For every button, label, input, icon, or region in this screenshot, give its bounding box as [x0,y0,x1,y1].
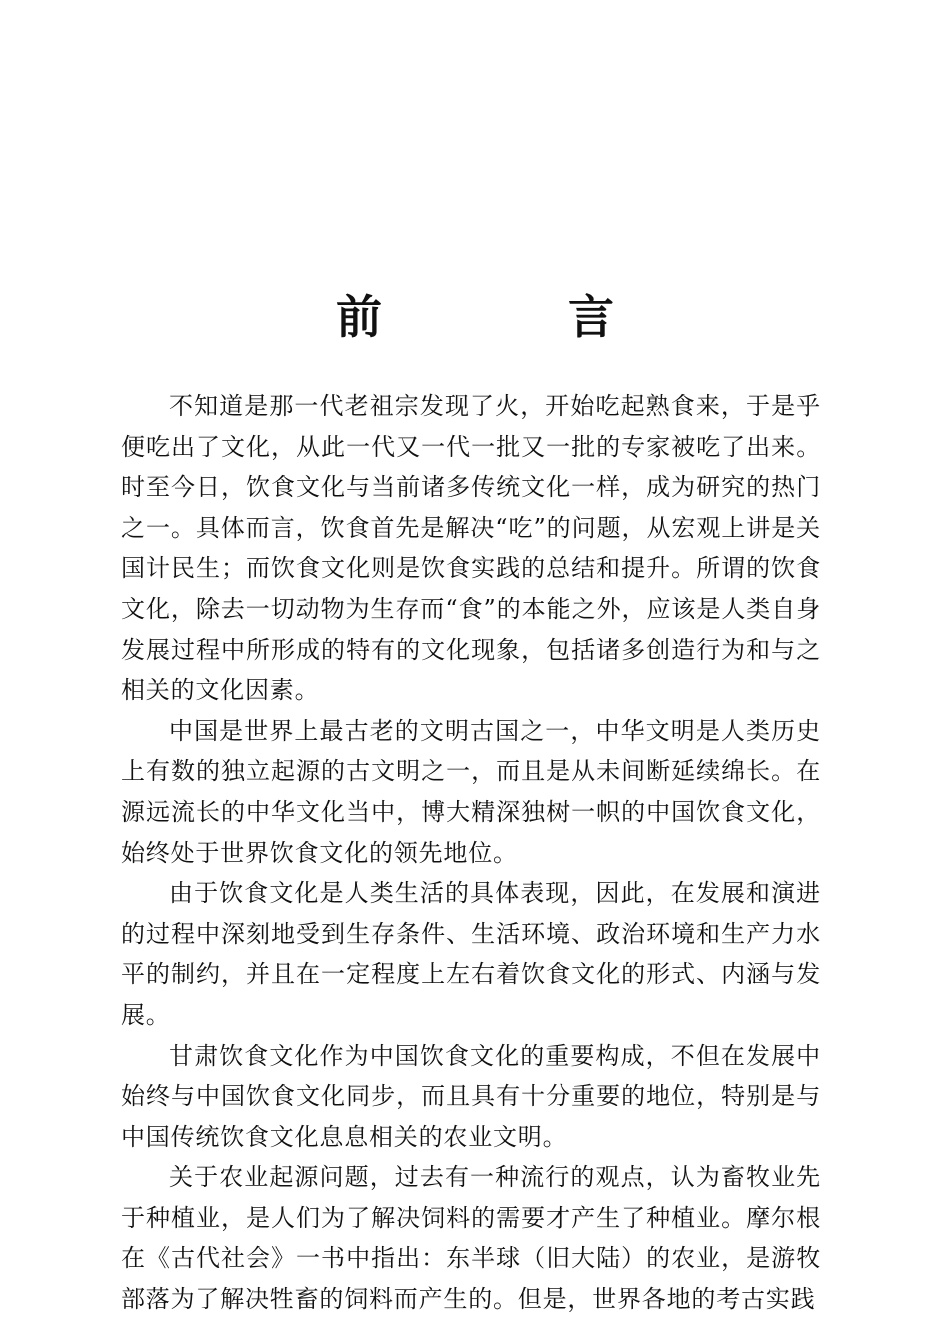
page-title: 前 言 [336,289,684,344]
paragraph: 不知道是那一代老祖宗发现了火，开始吃起熟食来，于是乎便吃出了文化，从此一代又一代一批又一批的专家被吃了出来。时至今日，饮食文化与当前诸多传统文化一样，成为研究的热门之一。具体而言，饮食首先是解决“吃”的问题，从宏观上讲是关国计民生；而饮食文化则是饮食实践的总结和提升。所谓的饮食文化，除去一切动物为生存而“食”的本能之外，应该是人类自身发展过程中所形成的特有的文化现象，包括诸多创造行为和与之相关的文化因素。 [121,392,821,705]
paragraph: 由于饮食文化是人类生活的具体表现，因此，在发展和演进的过程中深刻地受到生存条件、生活环境、政治环境和生产力水平的制约，并且在一定程度上左右着饮食文化的形式、内涵与发展。 [121,879,821,1029]
paragraph: 关于农业起源问题，过去有一种流行的观点，认为畜牧业先于种植业，是人们为了解决饲料的需要才产生了种植业。摩尔根在《古代社会》一书中指出：东半球（旧大陆）的农业，是游牧部落为了解决牲畜的饲料而产生的。但是，世界各地的考古实践 [121,1163,821,1314]
paragraph: 中国是世界上最古老的文明古国之一，中华文明是人类历史上有数的独立起源的古文明之一，而且是从未间断延续绵长。在源远流长的中华文化当中，博大精深独树一帜的中国饮食文化，始终处于世界饮食文化的领先地位。 [121,716,821,867]
body-text [121,386,821,1320]
paragraph: 甘肃饮食文化作为中国饮食文化的重要构成，不但在发展中始终与中国饮食文化同步，而且具有十分重要的地位，特别是与中国传统饮食文化息息相关的农业文明。 [121,1041,821,1151]
